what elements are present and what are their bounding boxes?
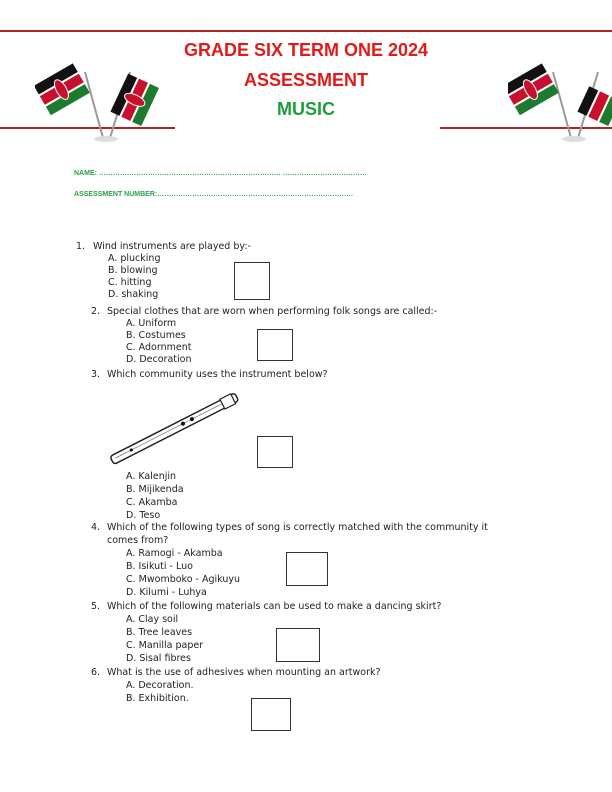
question-2-option-d: D. Decoration (126, 354, 192, 365)
question-1-number: 1. (76, 241, 86, 252)
question-1-option-a: A. plucking (108, 253, 161, 264)
question-6-answer-box[interactable] (251, 698, 291, 731)
question-3-option-a: A. Kalenjin (126, 471, 177, 482)
flute-instrument-icon (105, 390, 245, 470)
question-3-option-b: B. Mijikenda (126, 484, 184, 495)
question-3-number: 3. (91, 369, 101, 380)
assessment-number-field[interactable]: ASSESSMENT NUMBER:………………………………………………………………………… (74, 191, 354, 198)
question-1-option-b: B. blowing (108, 265, 158, 276)
kenya-flags-left-icon (35, 52, 165, 142)
title-line-3: MUSIC (277, 99, 335, 119)
question-5-answer-box[interactable] (276, 628, 320, 662)
question-4-option-d: D. Kilumi - Luhya (126, 587, 207, 598)
question-2-option-b: B. Costumes (126, 330, 186, 341)
question-5-text: Which of the following materials can be used to make a dancing skirt? (107, 601, 442, 612)
question-4-text: Which of the following types of song is correctly matched with the community it (107, 522, 488, 533)
question-4-option-b: B. Isikuti - Luo (126, 561, 193, 572)
question-5-number: 5. (91, 601, 101, 612)
question-5-option-a: A. Clay soil (126, 614, 179, 625)
question-4-option-c: C. Mwomboko - Agikuyu (126, 574, 241, 585)
question-4-text-continued: comes from? (107, 535, 169, 546)
question-3-option-c: C. Akamba (126, 497, 178, 508)
kenya-flags-right-icon (508, 52, 612, 147)
question-5-option-d: D. Sisal fibres (126, 653, 191, 664)
question-2-option-c: C. Adornment (126, 342, 192, 353)
question-2-answer-box[interactable] (257, 329, 293, 361)
question-3-option-d: D. Teso (126, 510, 161, 521)
name-field[interactable]: NAME: …………………………………………………………………… ……………………………… (74, 170, 367, 177)
question-1-option-c: C. hitting (108, 277, 152, 288)
question-6-option-a: A. Decoration. (126, 680, 194, 691)
question-2-text: Special clothes that are worn when performing folk songs are called:- (107, 306, 438, 317)
question-1-answer-box[interactable] (234, 262, 270, 300)
question-4-number: 4. (91, 522, 101, 533)
question-4-answer-box[interactable] (286, 552, 328, 586)
question-2-number: 2. (91, 306, 101, 317)
question-1-option-d: D. shaking (108, 289, 159, 300)
question-1-text: Wind instruments are played by:- (93, 241, 251, 252)
title-line-2: ASSESSMENT (243, 70, 369, 90)
question-6-number: 6. (91, 667, 101, 678)
question-6-text: What is the use of adhesives when mounting an artwork? (107, 667, 381, 678)
question-5-option-c: C. Manilla paper (126, 640, 204, 651)
header-rule-top (0, 30, 612, 32)
question-6-option-b: B. Exhibition. (126, 693, 189, 704)
question-5-option-b: B. Tree leaves (126, 627, 193, 638)
question-2-option-a: A. Uniform (126, 318, 177, 329)
question-4-option-a: A. Ramogi - Akamba (126, 548, 223, 559)
question-3-answer-box[interactable] (257, 436, 293, 468)
title-line-1: GRADE SIX TERM ONE 2024 (183, 40, 429, 60)
question-3-text: Which community uses the instrument below? (107, 369, 328, 380)
